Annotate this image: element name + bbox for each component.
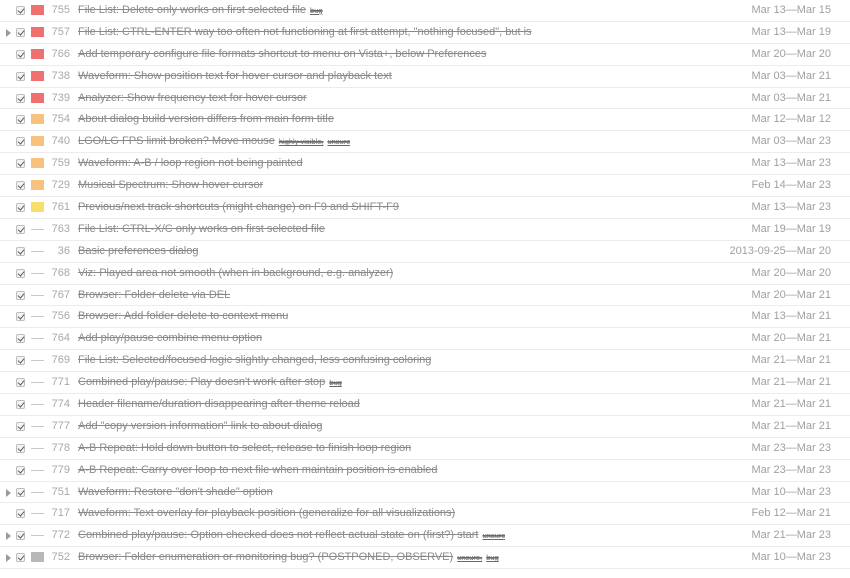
completed-checkbox[interactable] [16, 488, 25, 497]
completed-checkbox[interactable] [16, 553, 25, 562]
task-title[interactable] [78, 486, 273, 498]
task-date-range: Mar 19—Mar 19 [751, 222, 831, 235]
task-number: 774 [51, 398, 70, 411]
task-title-text: Waveform: Text overlay for playback position (generalize for all visualizations) [78, 507, 456, 520]
task-number: 739 [51, 91, 70, 104]
task-title-text: Add "copy version information" link to about dialog [78, 419, 323, 432]
task-date-range: Feb 14—Mar 23 [751, 179, 831, 192]
priority-marker[interactable] [31, 49, 44, 59]
task-row[interactable] [0, 460, 850, 482]
completed-checkbox[interactable] [16, 269, 25, 278]
task-number: 754 [51, 113, 70, 126]
task-row[interactable] [0, 44, 850, 66]
priority-marker[interactable] [31, 114, 44, 124]
task-title[interactable] [78, 70, 392, 82]
task-row[interactable] [0, 438, 850, 460]
task-row[interactable] [0, 153, 850, 175]
task-title-text: Browser: Folder enumeration or monitoring bug? (POSTPONED, OBSERVE) [78, 551, 454, 564]
task-row[interactable] [0, 503, 850, 525]
priority-marker[interactable] [31, 426, 44, 427]
completed-checkbox[interactable] [16, 247, 25, 256]
completed-checkbox[interactable] [16, 466, 25, 475]
priority-marker[interactable] [31, 158, 44, 168]
task-date-range: Mar 10—Mar 23 [751, 551, 831, 564]
task-title[interactable] [78, 354, 431, 366]
task-title-text: Waveform: Restore "don't shade" option [78, 485, 273, 498]
task-title-text: Add play/pause combine menu option [78, 332, 263, 345]
task-row[interactable] [0, 131, 850, 153]
expand-arrow-icon[interactable] [6, 489, 11, 497]
completed-checkbox[interactable] [16, 6, 25, 15]
task-title-text: Combined play/pause: Play doesn't work after stop [78, 376, 326, 389]
expand-arrow-icon[interactable] [6, 532, 11, 540]
task-title-text: File List: Delete only works on first selected file [78, 4, 307, 16]
task-row[interactable] [0, 263, 850, 285]
task-row[interactable] [0, 88, 850, 110]
task-date-range: Mar 20—Mar 21 [751, 332, 831, 345]
task-title[interactable] [78, 26, 532, 38]
completed-checkbox[interactable] [16, 334, 25, 343]
task-number: 751 [51, 485, 70, 498]
task-number: 766 [51, 47, 70, 60]
expand-arrow-icon[interactable] [6, 554, 11, 562]
task-number: 757 [51, 25, 70, 38]
task-row[interactable] [0, 372, 850, 394]
task-title[interactable] [78, 464, 438, 476]
task-title-text: Browser: Folder delete via DEL [78, 288, 231, 301]
task-row[interactable] [0, 109, 850, 131]
task-number: 759 [51, 157, 70, 170]
task-date-range: Mar 03—Mar 21 [751, 91, 831, 104]
task-date-range: Mar 13—Mar 21 [751, 310, 831, 323]
priority-marker[interactable] [31, 513, 44, 514]
task-number: 768 [51, 266, 70, 279]
task-row[interactable] [0, 0, 850, 22]
task-title-text: Combined play/pause: Option checked does not reflect actual state on (first?) start [78, 529, 479, 542]
priority-marker[interactable] [31, 202, 44, 212]
task-title-text: Add temporary configure file formats shortcut to menu on Vista+, below Preferences [78, 47, 487, 60]
task-number: 729 [51, 179, 70, 192]
task-title-text: Waveform: A-B / loop region not being painted [78, 157, 303, 170]
priority-marker[interactable] [31, 5, 44, 15]
task-title-text: File List: CTRL-ENTER way too often not functioning at first attempt, "nothing focused", but is [78, 25, 532, 38]
task-date-range: Mar 21—Mar 21 [751, 419, 831, 432]
task-number: 772 [51, 529, 70, 542]
task-title-text: Header filename/duration disappearing after theme reload [78, 398, 360, 411]
task-row[interactable] [0, 219, 850, 241]
task-number: 756 [51, 310, 70, 323]
task-number: 769 [51, 354, 70, 367]
task-date-range: Mar 13—Mar 19 [751, 25, 831, 38]
task-date-range: Mar 13—Mar 23 [751, 157, 831, 170]
completed-checkbox[interactable] [16, 444, 25, 453]
task-date-range: Feb 12—Mar 21 [751, 507, 831, 520]
task-date-range: Mar 12—Mar 12 [751, 113, 831, 126]
task-number: 779 [51, 463, 70, 476]
completed-checkbox[interactable] [16, 159, 25, 168]
task-row[interactable] [0, 66, 850, 88]
task-title[interactable] [78, 376, 342, 388]
task-date-range: Mar 23—Mar 23 [751, 441, 831, 454]
completed-checkbox[interactable] [16, 531, 25, 540]
task-tag[interactable]: bug [329, 378, 342, 388]
task-row[interactable] [0, 482, 850, 504]
task-title-text: About dialog build version differs from main form title [78, 113, 334, 126]
task-date-range: Mar 03—Mar 21 [751, 69, 831, 82]
priority-marker[interactable] [31, 71, 44, 81]
task-title[interactable] [78, 223, 325, 235]
task-number: 752 [51, 551, 70, 564]
task-tag[interactable]: unsure [482, 531, 506, 541]
completed-checkbox[interactable] [16, 28, 25, 37]
task-title[interactable] [78, 442, 411, 454]
task-date-range: Mar 21—Mar 21 [751, 354, 831, 367]
priority-marker[interactable] [31, 93, 44, 103]
completed-checkbox[interactable] [16, 72, 25, 81]
completed-checkbox[interactable] [16, 356, 25, 365]
task-number: 764 [51, 332, 70, 345]
task-tag[interactable]: unsure [327, 137, 351, 147]
task-number: 36 [57, 244, 70, 257]
task-title-text: File List: Selected/focused logic slightly changed, less confusing coloring [78, 354, 432, 367]
task-number: 778 [51, 441, 70, 454]
task-title-text: LGO/LG FPS limit broken? Move mouse [78, 135, 275, 148]
task-title[interactable] [78, 92, 307, 104]
priority-marker[interactable] [31, 338, 44, 339]
task-title[interactable] [78, 113, 334, 125]
completed-checkbox[interactable] [16, 225, 25, 234]
task-number: 738 [51, 69, 70, 82]
task-title[interactable] [78, 179, 263, 191]
task-row[interactable] [0, 328, 850, 350]
task-title[interactable] [78, 4, 323, 16]
task-title-text: Browser: Add folder delete to context menu [78, 310, 289, 323]
priority-marker[interactable] [31, 251, 44, 252]
task-number: 755 [51, 4, 70, 16]
task-date-range: 2013-09-25—Mar 20 [729, 244, 831, 257]
priority-marker[interactable] [31, 273, 44, 274]
task-title[interactable] [78, 245, 198, 257]
priority-marker[interactable] [31, 180, 44, 190]
task-row[interactable] [0, 22, 850, 44]
task-title[interactable] [78, 267, 393, 279]
task-number: 763 [51, 222, 70, 235]
priority-marker[interactable] [31, 136, 44, 146]
task-title[interactable] [78, 310, 288, 322]
priority-marker[interactable] [31, 360, 44, 361]
task-row[interactable] [0, 394, 850, 416]
task-title-text: Previous/next track shortcuts (might change) on F9 and SHIFT-F9 [78, 201, 399, 214]
priority-marker[interactable] [31, 535, 44, 536]
completed-checkbox[interactable] [16, 378, 25, 387]
task-date-range: Mar 20—Mar 20 [751, 47, 831, 60]
completed-checkbox[interactable] [16, 137, 25, 146]
priority-marker[interactable] [31, 448, 44, 449]
task-row[interactable] [0, 241, 850, 263]
task-row[interactable] [0, 547, 850, 569]
priority-marker[interactable] [31, 316, 44, 317]
priority-marker[interactable] [31, 382, 44, 383]
completed-checkbox[interactable] [16, 203, 25, 212]
completed-checkbox[interactable] [16, 509, 25, 518]
priority-marker[interactable] [31, 470, 44, 471]
completed-checkbox[interactable] [16, 181, 25, 190]
task-title[interactable] [78, 420, 322, 432]
task-row[interactable] [0, 306, 850, 328]
completed-checkbox[interactable] [16, 94, 25, 103]
task-date-range: Mar 10—Mar 23 [751, 485, 831, 498]
task-tag[interactable]: bug [486, 553, 499, 563]
task-date-range: Mar 23—Mar 23 [751, 463, 831, 476]
task-title[interactable] [78, 289, 230, 301]
task-date-range: Mar 20—Mar 21 [751, 288, 831, 301]
task-title[interactable] [78, 135, 350, 147]
expand-arrow-icon[interactable] [6, 29, 11, 37]
completed-checkbox[interactable] [16, 291, 25, 300]
task-date-range: Mar 21—Mar 21 [751, 376, 831, 389]
task-row[interactable] [0, 525, 850, 547]
task-number: 771 [51, 376, 70, 389]
completed-checkbox[interactable] [16, 422, 25, 431]
priority-marker[interactable] [31, 492, 44, 493]
task-date-range: Mar 03—Mar 23 [751, 135, 831, 148]
priority-marker[interactable] [31, 295, 44, 296]
task-date-range: Mar 20—Mar 20 [751, 266, 831, 279]
task-number: 767 [51, 288, 70, 301]
task-tag[interactable]: unsure, [457, 553, 483, 563]
task-title[interactable] [78, 507, 455, 519]
task-title[interactable] [78, 157, 303, 169]
task-date-range: Mar 21—Mar 23 [751, 529, 831, 542]
completed-checkbox[interactable] [16, 115, 25, 124]
task-title-text: A-B Repeat: Hold down button to select, release to finish loop region [78, 441, 412, 454]
task-title-text: Waveform: Show position text for hover cursor and playback text [78, 69, 392, 82]
task-title-text: A-B Repeat: Carry over loop to next file when maintain position is enabled [78, 463, 438, 476]
task-title-text: Analyzer: Show frequency text for hover cursor [78, 91, 307, 104]
task-title-text: Musical Spectrum: Show hover cursor [78, 179, 264, 192]
priority-marker[interactable] [31, 27, 44, 37]
completed-checkbox[interactable] [16, 312, 25, 321]
priority-marker[interactable] [31, 552, 44, 562]
task-title[interactable] [78, 398, 360, 410]
task-row[interactable] [0, 175, 850, 197]
task-number: 777 [51, 419, 70, 432]
task-title-text: Viz: Played area not smooth (when in background, e.g. analyzer) [78, 266, 394, 279]
task-title-text: File List: CTRL-X/C only works on first selected file [78, 222, 325, 235]
priority-marker[interactable] [31, 404, 44, 405]
task-tag[interactable]: bug [310, 6, 323, 15]
task-number: 717 [51, 507, 70, 520]
task-row[interactable] [0, 197, 850, 219]
task-number: 761 [51, 201, 70, 214]
task-date-range: Mar 21—Mar 21 [751, 398, 831, 411]
priority-marker[interactable] [31, 229, 44, 230]
task-tag[interactable]: highly visible, [278, 137, 324, 147]
task-row[interactable] [0, 350, 850, 372]
task-title[interactable] [78, 48, 487, 60]
task-title[interactable] [78, 332, 262, 344]
task-title[interactable] [78, 529, 505, 541]
task-row[interactable] [0, 416, 850, 438]
task-title[interactable] [78, 201, 399, 213]
task-date-range: Mar 13—Mar 23 [751, 201, 831, 214]
completed-checkbox[interactable] [16, 400, 25, 409]
task-title[interactable] [78, 551, 499, 563]
task-title-text: Basic preferences dialog [78, 244, 199, 257]
completed-checkbox[interactable] [16, 50, 25, 59]
task-date-range: Mar 13—Mar 15 [751, 4, 831, 16]
task-row[interactable] [0, 285, 850, 307]
task-number: 740 [51, 135, 70, 148]
